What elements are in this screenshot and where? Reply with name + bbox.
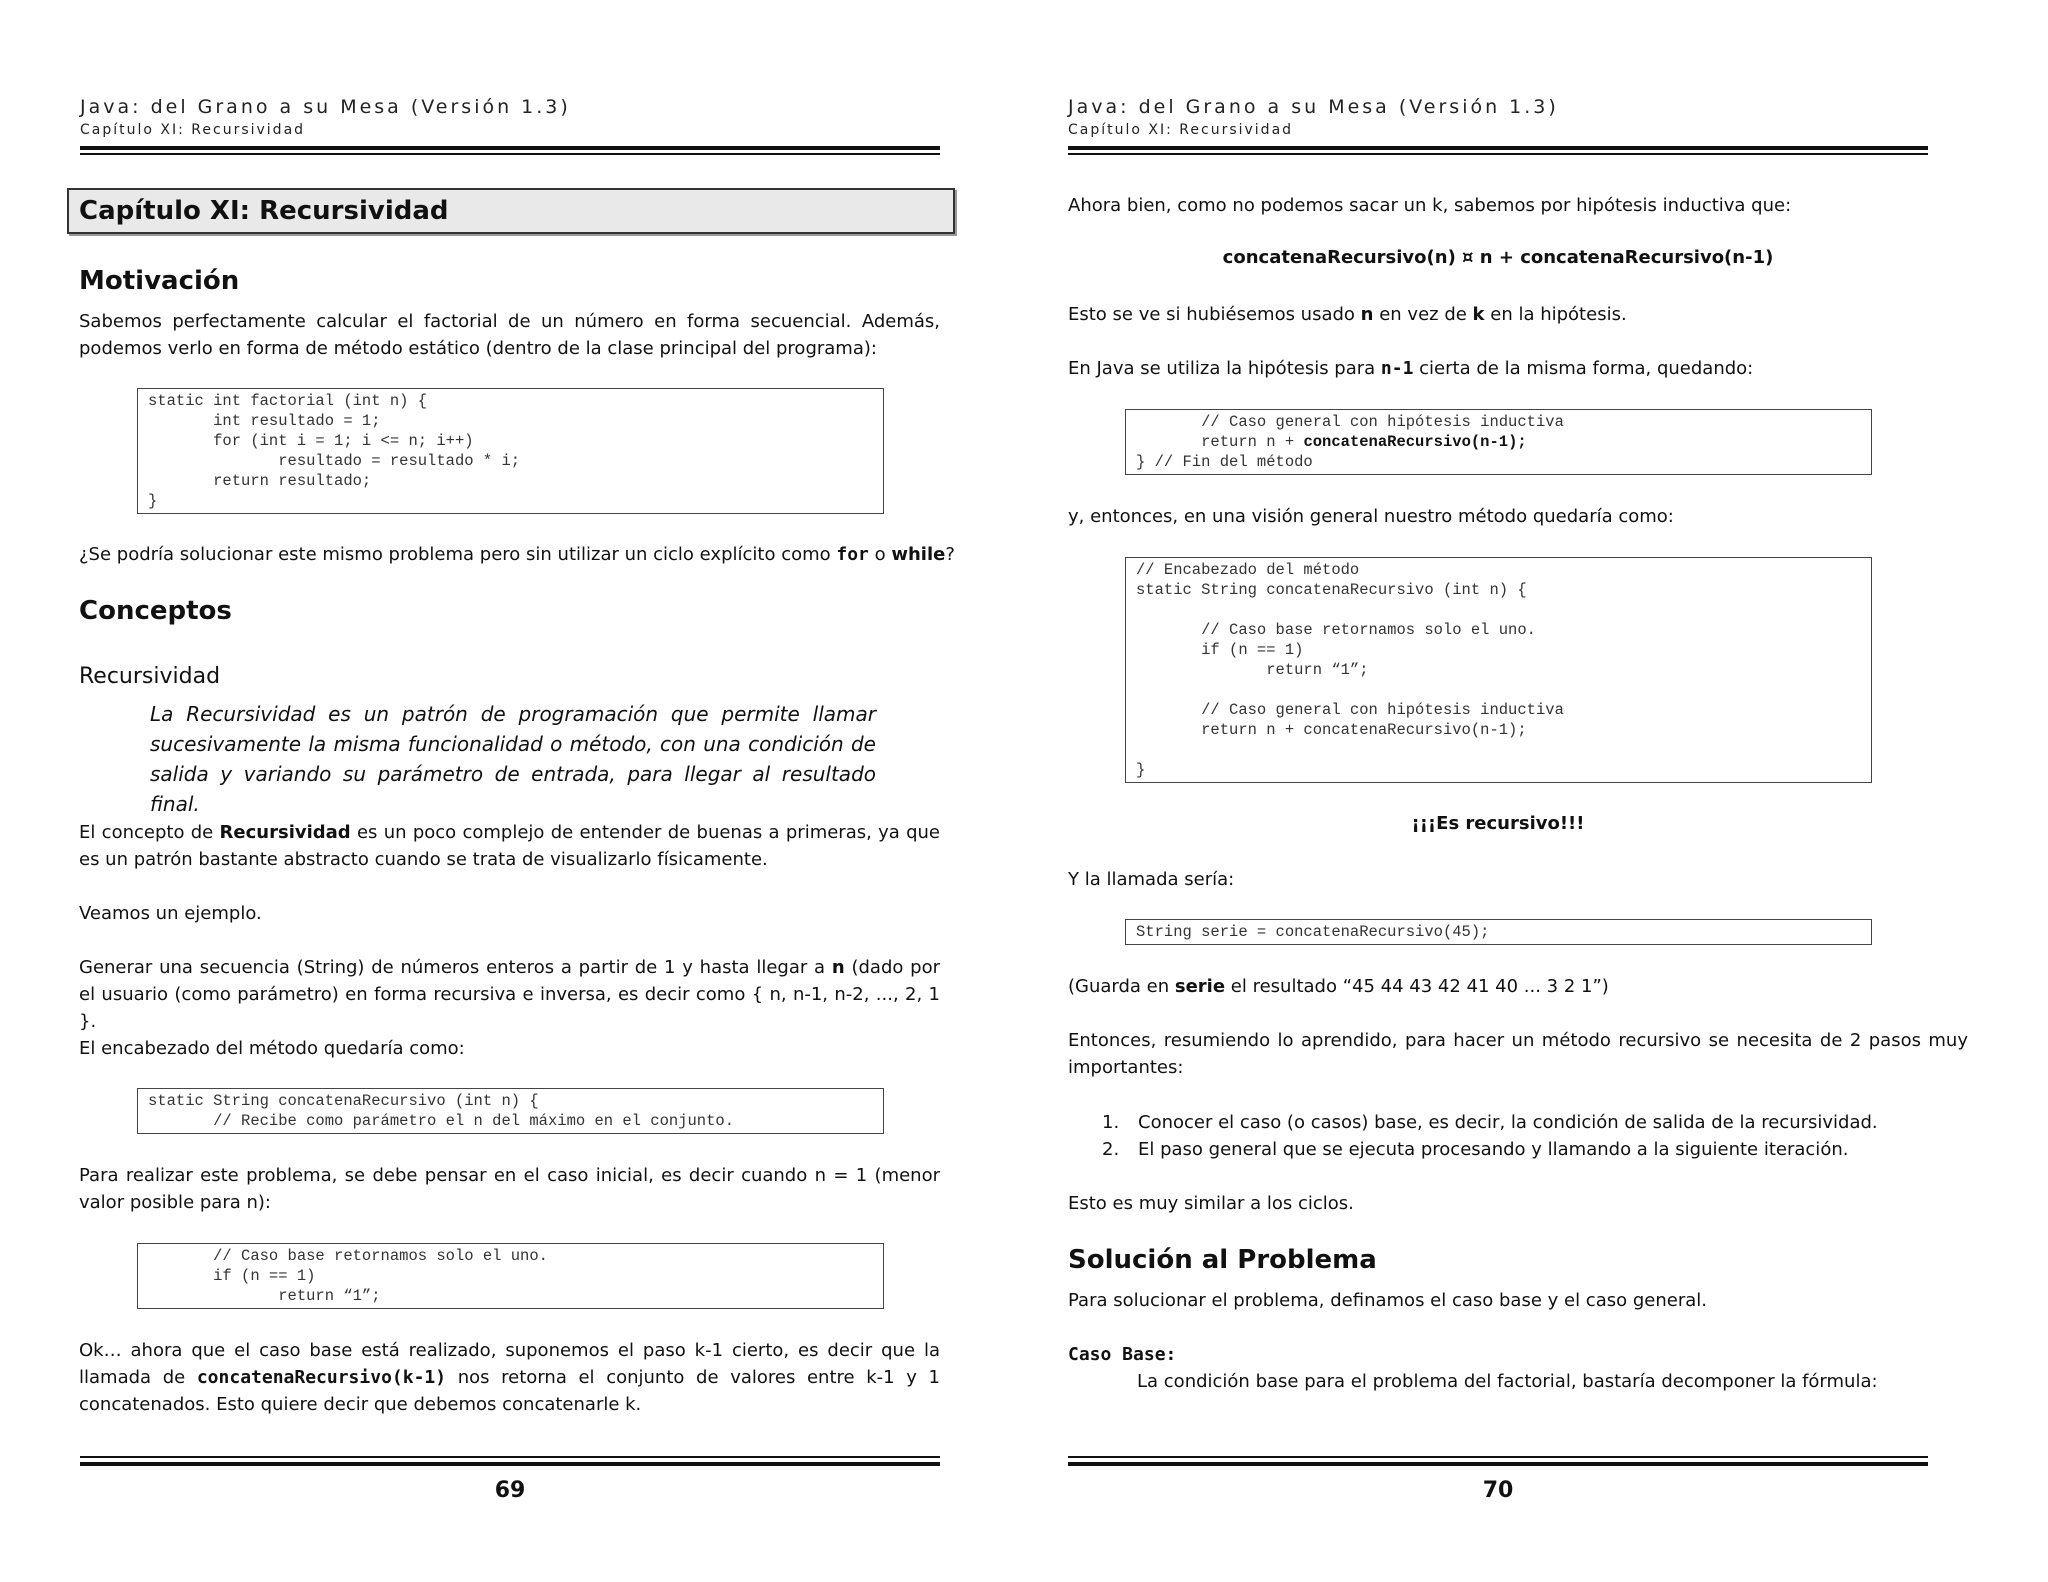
code-general-case: // Caso general con hipótesis inductiva return n + concatenaRecursivo(n-1); } // Fin del método xyxy=(1125,409,1872,475)
generar-paragraph: Generar una secuencia (String) de números enteros a partir de 1 y hasta llegar a n (dado por el usuario (como parámetro) en forma recursiva e inversa, es decir como { n, n-1, n-2, ..., 2, 1 }. xyxy=(79,957,940,1032)
book-title-header: Java: del Grano a su Mesa (Versión 1.3) xyxy=(80,96,571,118)
solucion-heading: Solución al Problema xyxy=(1068,1245,1377,1275)
footer-rule-thick xyxy=(1068,1462,1928,1466)
vision-paragraph: y, entonces, en una visión general nuestro método quedaría como: xyxy=(1068,506,1674,527)
entonces-paragraph: Entonces, resumiendo lo aprendido, para hacer un método recursivo se necesita de 2 pasos muy importantes: xyxy=(1068,1030,1968,1078)
chapter-subtitle-header: Capítulo XI: Recursividad xyxy=(1068,122,1294,138)
chapter-subtitle-header: Capítulo XI: Recursividad xyxy=(80,122,306,138)
book-title-header: Java: del Grano a su Mesa (Versión 1.3) xyxy=(1068,96,1559,118)
conceptos-heading: Conceptos xyxy=(79,596,232,626)
page-number: 70 xyxy=(1482,1478,1514,1503)
right-page xyxy=(1024,0,2048,1582)
footer-rule-thin xyxy=(80,1456,940,1458)
footer-rule-thin xyxy=(1068,1456,1928,1458)
code-call: String serie = concatenaRecursivo(45); xyxy=(1125,919,1872,945)
code-base-case: // Caso base retornamos solo el uno. if (n == 1) return “1”; xyxy=(137,1243,884,1309)
para-realizar-paragraph: Para realizar este problema, se debe pensar en el caso inicial, es decir cuando n = 1 (menor valor posible para n): xyxy=(79,1165,940,1213)
page-number: 69 xyxy=(494,1478,526,1503)
similar-paragraph: Esto es muy similar a los ciclos. xyxy=(1068,1193,1354,1214)
header-rule-thin xyxy=(1068,153,1928,155)
guarda-paragraph: (Guarda en serie el resultado “45 44 43 42 41 40 ... 3 2 1”) xyxy=(1068,976,1609,997)
header-rule-thin xyxy=(80,153,940,155)
list-item: 1. Conocer el caso (o casos) base, es decir, la condición de salida de la recursividad. xyxy=(1102,1112,1878,1133)
header-rule-thick xyxy=(1068,146,1928,150)
java-paragraph: En Java se utiliza la hipótesis para n-1 cierta de la misma forma, quedando: xyxy=(1068,358,1754,379)
caso-base-label: Caso Base: xyxy=(1068,1344,1177,1365)
code-header: static String concatenaRecursivo (int n) { // Recibe como parámetro el n del máximo en el conjunto. xyxy=(137,1088,884,1134)
esto-paragraph: Esto se ve si hubiésemos usado n en vez de k en la hipótesis. xyxy=(1068,304,1627,325)
veamos-paragraph: Veamos un ejemplo. xyxy=(79,903,262,924)
induction-formula: concatenaRecursivo(n) ¤ n + concatenaRecursivo(n-1) xyxy=(1222,247,1774,268)
recursividad-definition: La Recursividad es un patrón de programación que permite llamar sucesivamente la misma funcionalidad o método, con una condición de salida y variando su parámetro de entrada, para llegar al resultado final. xyxy=(150,702,876,816)
llamada-paragraph: Y la llamada sería: xyxy=(1068,869,1235,890)
list-item: 2. El paso general que se ejecuta procesando y llamando a la siguiente iteración. xyxy=(1102,1139,1849,1160)
ok-paragraph: Ok… ahora que el caso base está realizado, suponemos el paso k-1 cierto, es decir que la llamada de concatenaRecursivo(k-1) nos retorna el conjunto de valores entre k-1 y 1 concatenados. Esto quiere decir que debemos concatenarle k. xyxy=(79,1340,941,1415)
concepto-paragraph: El concepto de Recursividad es un poco complejo de entender de buenas a primeras, ya que es un patrón bastante abstracto cuando se trata de visualizarlo físicamente. xyxy=(79,822,941,870)
motivacion-heading: Motivación xyxy=(79,266,240,296)
question-paragraph: ¿Se podría solucionar este mismo problema pero sin utilizar un ciclo explícito como for o while? xyxy=(79,544,955,565)
encabezado-paragraph: El encabezado del método quedaría como: xyxy=(79,1038,465,1059)
steps-list xyxy=(1068,1109,1928,1163)
code-factorial: static int factorial (int n) { int resultado = 1; for (int i = 1; i <= n; i++) resultado = resultado * i; return resultado; } xyxy=(137,388,884,514)
recursividad-subheading: Recursividad xyxy=(79,664,221,689)
header-rule-thick xyxy=(80,146,940,150)
ahora-paragraph: Ahora bien, como no podemos sacar un k, sabemos por hipótesis inductiva que: xyxy=(1068,195,1792,216)
intro-paragraph: Sabemos perfectamente calcular el factorial de un número en forma secuencial. Además, podemos verlo en forma de método estático (dentro de la clase principal del programa): xyxy=(79,311,940,359)
footer-rule-thick xyxy=(80,1462,940,1466)
chapter-title-box: Capítulo XI: Recursividad xyxy=(67,188,955,234)
solucion-paragraph: Para solucionar el problema, definamos el caso base y el caso general. xyxy=(1068,1290,1707,1311)
code-full-method: // Encabezado del método static String concatenaRecursivo (int n) { // Caso base retornamos solo el uno. if (n == 1) return “1”; // Caso general con hipótesis inductiva return n + concatenaRecursivo(n-1); } xyxy=(1125,557,1872,783)
caso-base-paragraph: La condición base para el problema del factorial, bastaría decomponer la fórmula: xyxy=(1137,1371,1878,1392)
es-recursivo-text: ¡¡¡Es recursivo!!! xyxy=(1411,813,1585,834)
